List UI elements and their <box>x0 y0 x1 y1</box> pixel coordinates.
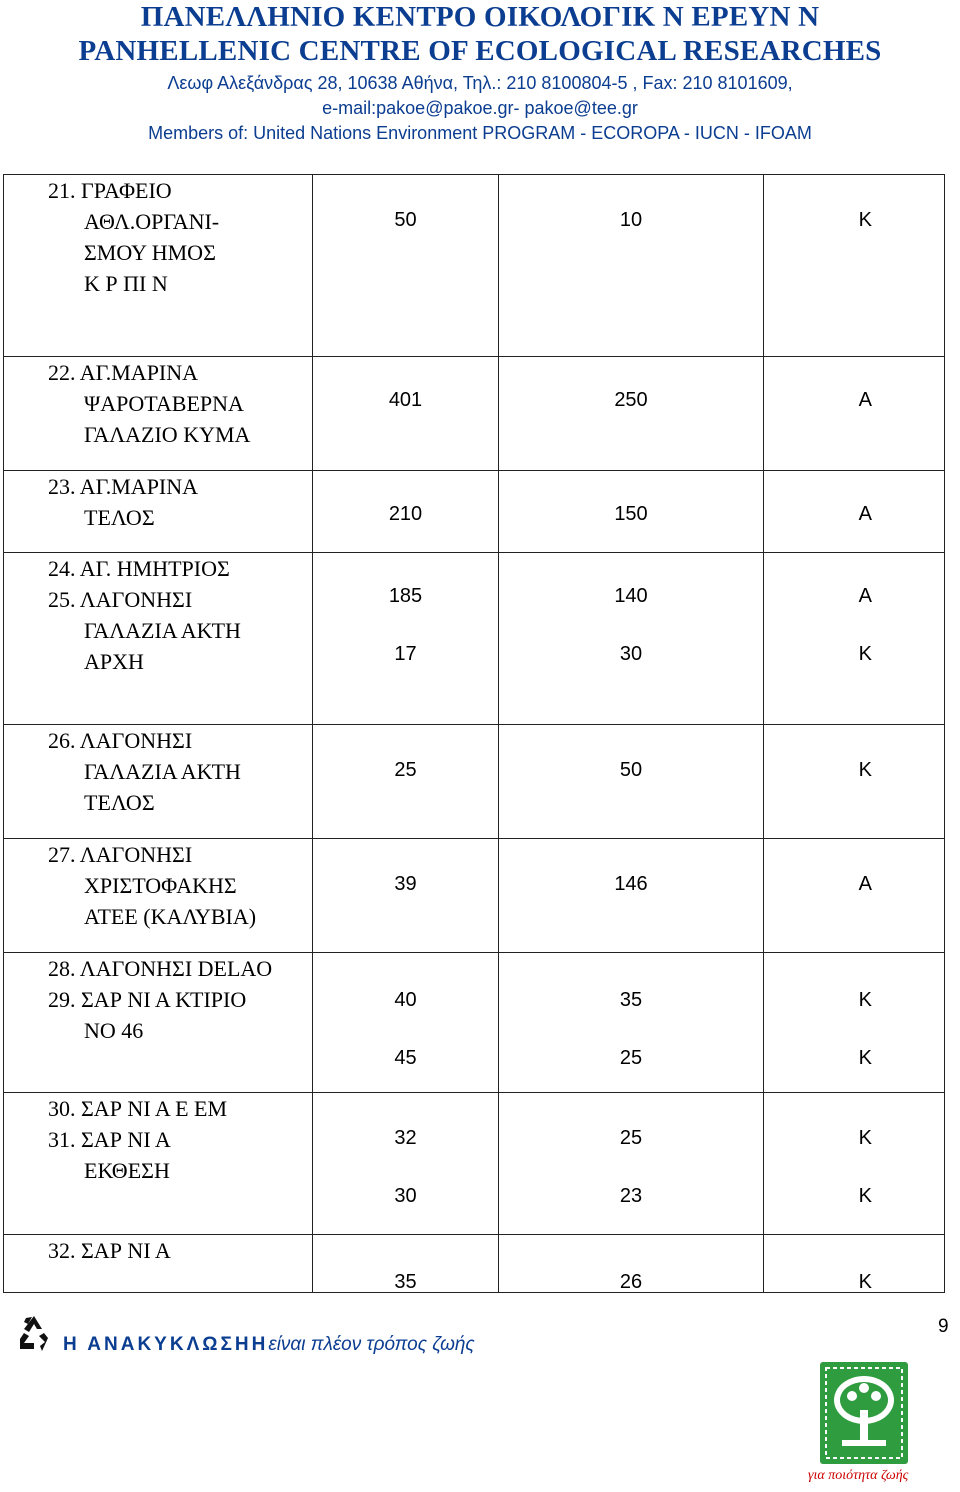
measure-value: 140 <box>614 585 648 607</box>
location-cell <box>4 1235 313 1293</box>
value-cell-c <box>764 1093 945 1235</box>
table-row <box>4 839 945 953</box>
value-cell-a <box>313 1235 499 1293</box>
measure-value: 50 <box>619 759 643 781</box>
value-cell-b <box>499 1235 764 1293</box>
location-line: 26. ΛΑΓΟΝΗΣΙ <box>48 728 193 753</box>
org-members: Members of: United Nations Environment PROGRAM - ECOROPA - IUCN - IFOAM <box>148 123 812 143</box>
table-row <box>4 471 945 553</box>
location-line: 30. ΣΑΡ ΝΙ Α Ε ΕΜ <box>48 1096 228 1121</box>
table-row <box>4 1235 945 1293</box>
location-line: ΤΕΛΟΣ <box>84 790 155 815</box>
value-cell-c <box>764 1235 945 1293</box>
value-cell-c <box>764 175 945 357</box>
location-line: ΓΑΛΑΖΙΟ ΚΥΜΑ <box>84 422 251 447</box>
footer-slogan <box>63 1334 475 1356</box>
table-row <box>4 725 945 839</box>
value-cell-b <box>499 725 764 839</box>
location-line: 23. ΑΓ.ΜΑΡΙΝΑ <box>48 474 199 499</box>
value-cell-a <box>313 839 499 953</box>
value-cell-b <box>499 471 764 553</box>
class-value: Α <box>858 585 872 607</box>
count-value: 185 <box>388 585 423 607</box>
location-line: ΓΑΛΑΖΙΑ ΑΚΤΗ <box>84 759 241 784</box>
org-title-greek: ΠΑΝΕΛΛΗΝΙΟ ΚΕΝΤΡΟ ΟΙΚΟΛΟΓΙΚ Ν ΕΡΕΥΝ Ν <box>140 1 820 33</box>
class-value: Α <box>858 503 872 525</box>
recycle-icon <box>12 1312 56 1356</box>
location-line: ΑΡΧΗ <box>84 649 144 674</box>
location-cell <box>4 553 313 725</box>
value-cell-c <box>764 357 945 471</box>
measure-value: 25 <box>619 1047 643 1069</box>
value-cell-b <box>499 357 764 471</box>
tagline: για ποιότητα ζωής <box>808 1468 909 1483</box>
table-row <box>4 1093 945 1235</box>
location-line: ΝΟ 46 <box>84 1018 144 1043</box>
location-line: Κ Ρ ΠΙ Ν <box>84 271 168 296</box>
location-line: 22. ΑΓ.ΜΑΡΙΝΑ <box>48 360 199 385</box>
value-cell-b <box>499 553 764 725</box>
location-line: 29. ΣΑΡ ΝΙ Α ΚΤΙΡΙΟ <box>48 987 247 1012</box>
value-cell-c <box>764 471 945 553</box>
class-value: Α <box>858 389 872 411</box>
count-value: 50 <box>394 209 417 231</box>
location-line: ΤΕΛΟΣ <box>84 505 155 530</box>
measure-value: 35 <box>619 989 643 1011</box>
class-value: Κ <box>858 759 872 781</box>
table-row <box>4 953 945 1093</box>
location-cell <box>4 175 313 357</box>
value-cell-c <box>764 553 945 725</box>
class-value: Κ <box>858 989 872 1011</box>
org-email: e-mail:pakoe@pakoe.gr- pakoe@tee.gr <box>322 98 638 118</box>
location-line: ΕΚΘΕΣΗ <box>84 1158 170 1183</box>
class-value: Κ <box>858 643 872 665</box>
location-line: 32. ΣΑΡ ΝΙ Α <box>48 1238 171 1263</box>
location-cell <box>4 839 313 953</box>
count-value: 40 <box>394 989 417 1011</box>
location-line: ΨΑΡΟΤΑΒΕΡΝΑ <box>84 391 244 416</box>
tree-logo <box>818 1360 910 1466</box>
count-value: 35 <box>394 1271 417 1293</box>
org-title-english: PANHELLENIC CENTRE OF ECOLOGICAL RESEARCHES <box>78 35 882 67</box>
value-cell-c <box>764 725 945 839</box>
value-cell-a <box>313 725 499 839</box>
location-line: 24. ΑΓ. ΗΜΗΤΡΙΟΣ <box>48 556 230 581</box>
slogan-bold: Η ΑΝΑΚΥΚΛΩΣΗ <box>63 1334 252 1355</box>
location-cell <box>4 471 313 553</box>
location-cell <box>4 1093 313 1235</box>
class-value: Α <box>858 873 872 895</box>
class-value: Κ <box>858 1127 872 1149</box>
value-cell-a <box>313 175 499 357</box>
location-line: ΣΜΟΥ ΗΜΟΣ <box>84 240 216 265</box>
org-address: Λεωφ Αλεξάνδρας 28, 10638 Αθήνα, Τηλ.: 210 8100804-5 , Fax: 210 8101609, <box>167 73 793 93</box>
measure-value: 30 <box>619 643 643 665</box>
value-cell-b <box>499 175 764 357</box>
count-value: 30 <box>394 1185 417 1207</box>
measure-value: 146 <box>614 873 648 895</box>
class-value: Κ <box>858 1185 872 1207</box>
value-cell-a <box>313 553 499 725</box>
value-cell-c <box>764 953 945 1093</box>
value-cell-b <box>499 953 764 1093</box>
page-number: 9 <box>938 1316 949 1337</box>
slogan-prefix: Η <box>251 1334 269 1355</box>
measure-value: 25 <box>619 1127 643 1149</box>
table-row <box>4 175 945 357</box>
location-line: ΓΑΛΑΖΙΑ ΑΚΤΗ <box>84 618 241 643</box>
location-line: ΑΘΛ.ΟΡΓΑΝΙ- <box>84 209 220 234</box>
location-line: 28. ΛΑΓΟΝΗΣΙ DELAO <box>48 956 273 981</box>
measure-value: 150 <box>614 503 648 525</box>
value-cell-a <box>313 1093 499 1235</box>
value-cell-a <box>313 357 499 471</box>
class-value: Κ <box>858 1047 872 1069</box>
location-line: 25. ΛΑΓΟΝΗΣΙ <box>48 587 193 612</box>
measure-value: 10 <box>619 209 643 231</box>
location-cell <box>4 953 313 1093</box>
slogan-rest: είναι πλέον τρόπος ζωής <box>268 1334 475 1355</box>
measure-value: 250 <box>614 389 648 411</box>
location-line: ΧΡΙΣΤΟΦΑΚΗΣ <box>84 873 237 898</box>
count-value: 210 <box>388 503 423 525</box>
class-value: Κ <box>858 1271 872 1293</box>
value-cell-a <box>313 471 499 553</box>
table-row <box>4 553 945 725</box>
measurements-table <box>3 174 945 1293</box>
count-value: 45 <box>394 1047 417 1069</box>
location-line: 31. ΣΑΡ ΝΙ Α <box>48 1127 171 1152</box>
location-line: 21. ΓΡΑΦΕΙΟ <box>48 178 172 203</box>
table-row <box>4 357 945 471</box>
count-value: 39 <box>394 873 417 895</box>
class-value: Κ <box>858 209 872 231</box>
value-cell-a <box>313 953 499 1093</box>
value-cell-b <box>499 839 764 953</box>
count-value: 401 <box>388 389 423 411</box>
location-line: 27. ΛΑΓΟΝΗΣΙ <box>48 842 193 867</box>
count-value: 32 <box>394 1127 417 1149</box>
measure-value: 23 <box>619 1185 643 1207</box>
count-value: 25 <box>394 759 417 781</box>
value-cell-c <box>764 839 945 953</box>
location-cell <box>4 725 313 839</box>
value-cell-b <box>499 1093 764 1235</box>
measure-value: 26 <box>619 1271 643 1293</box>
location-line: ΑΤΕΕ (ΚΑΛΥΒΙΑ) <box>84 904 257 929</box>
location-cell <box>4 357 313 471</box>
count-value: 17 <box>394 643 417 665</box>
